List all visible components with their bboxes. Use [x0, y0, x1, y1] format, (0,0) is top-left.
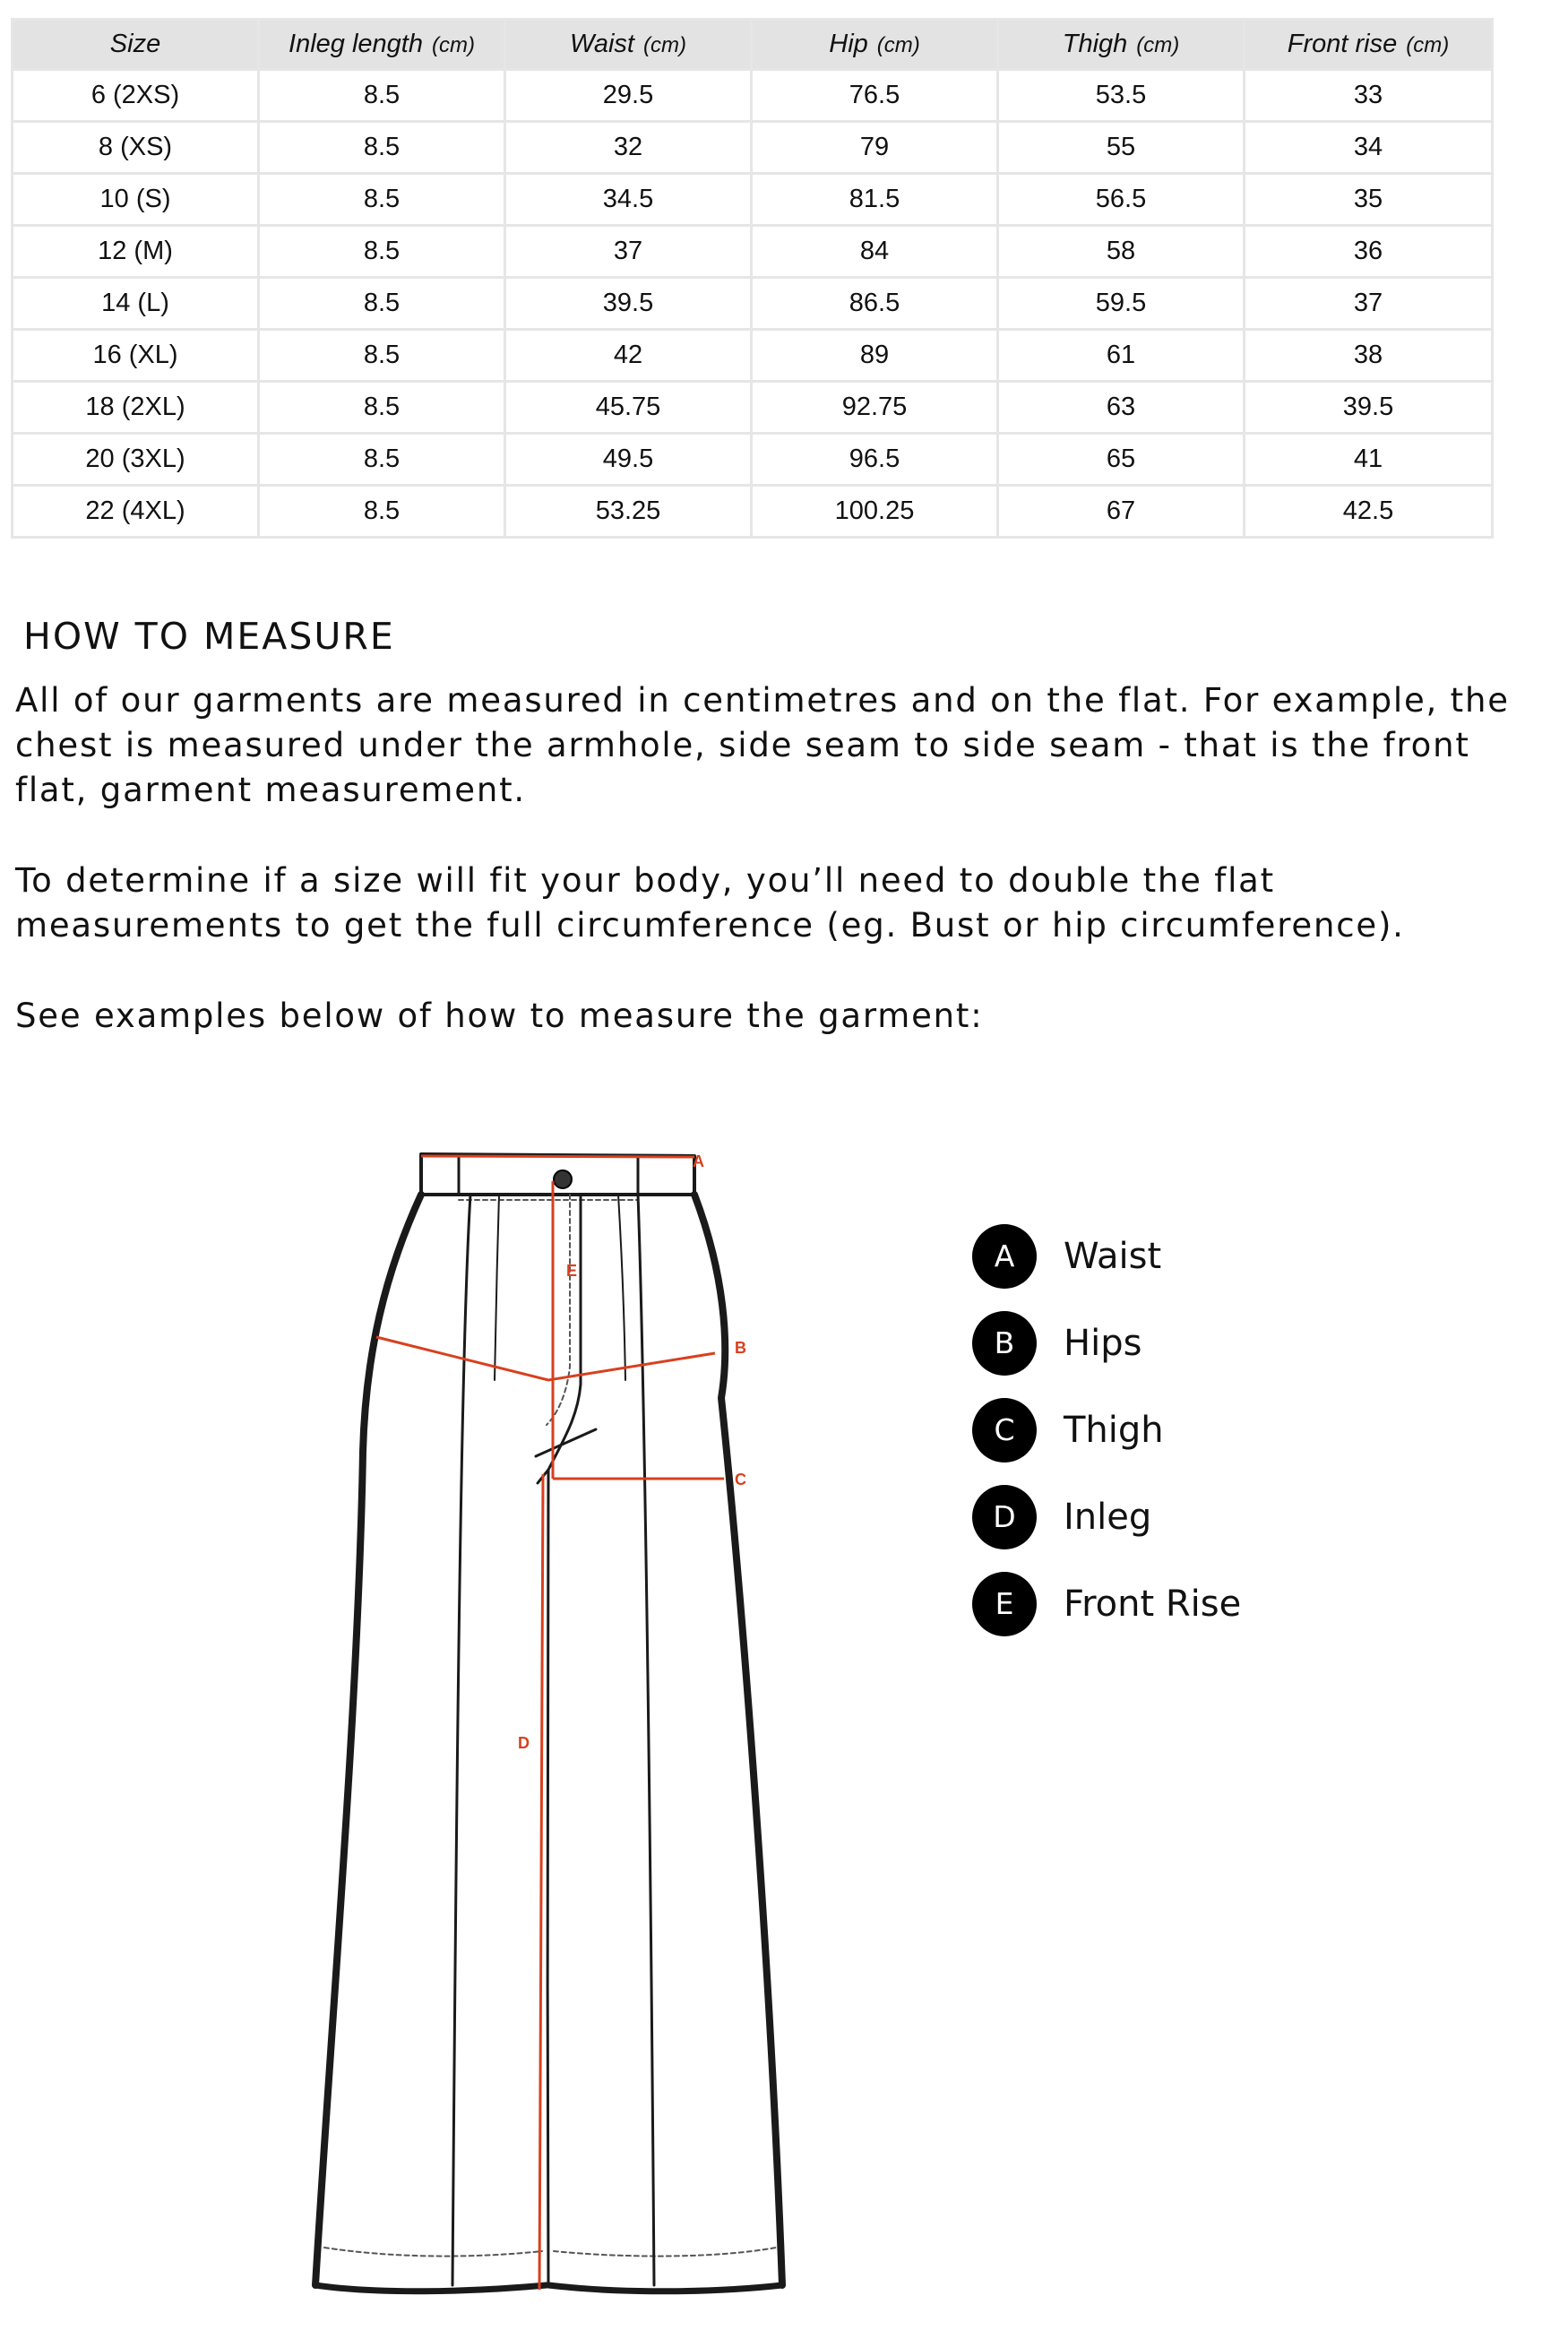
- table-cell: 14 (L): [13, 278, 259, 330]
- pants-measurement-diagram: [296, 1138, 833, 2330]
- pants-outline: [315, 1154, 782, 2291]
- table-cell: 96.5: [752, 434, 998, 486]
- table-cell: 53.5: [998, 70, 1245, 122]
- table-cell: 92.75: [752, 382, 998, 434]
- measure-paragraph-circumference: To determine if a size will fit your body, you’ll need to double the flat measurements to get the full circumference (eg. Bust or hip circumference).: [15, 861, 1405, 945]
- table-row: [13, 382, 1493, 434]
- table-row: [13, 330, 1493, 382]
- table-cell: 36: [1245, 226, 1493, 278]
- table-cell: 8.5: [259, 174, 505, 226]
- table-cell: 86.5: [752, 278, 998, 330]
- table-cell: 41: [1245, 434, 1493, 486]
- marker-a: A: [693, 1152, 704, 1170]
- how-to-measure-heading: HOW TO MEASURE: [23, 615, 395, 658]
- table-cell: 81.5: [752, 174, 998, 226]
- table-cell: 35: [1245, 174, 1493, 226]
- table-cell: 42.5: [1245, 486, 1493, 538]
- legend-label: Front Rise: [1064, 1584, 1242, 1625]
- table-cell: 8.5: [259, 278, 505, 330]
- legend-badge-a: A: [972, 1224, 1037, 1289]
- table-cell: 67: [998, 486, 1245, 538]
- table-cell: 39.5: [505, 278, 752, 330]
- legend-item-waist: [972, 1224, 1331, 1289]
- table-cell: 8.5: [259, 330, 505, 382]
- table-cell: 34.5: [505, 174, 752, 226]
- column-header-hip: Hip (cm): [752, 20, 998, 70]
- table-cell: 20 (3XL): [13, 434, 259, 486]
- marker-b: B: [735, 1339, 746, 1357]
- column-header-thigh: Thigh (cm): [998, 20, 1245, 70]
- table-cell: 100.25: [752, 486, 998, 538]
- table-row: [13, 174, 1493, 226]
- measure-paragraph-flat: All of our garments are measured in centimetres and on the flat. For example, the chest is measured under the armhole, side seam to side seam - that is the front flat, garment measurement.: [15, 681, 1510, 809]
- legend-item-front-rise: [972, 1572, 1331, 1636]
- table-cell: 22 (4XL): [13, 486, 259, 538]
- table-cell: 55: [998, 122, 1245, 174]
- table-cell: 59.5: [998, 278, 1245, 330]
- table-row: [13, 434, 1493, 486]
- table-cell: 8.5: [259, 70, 505, 122]
- table-cell: 37: [1245, 278, 1493, 330]
- table-cell: 32: [505, 122, 752, 174]
- legend-label: Inleg: [1064, 1497, 1152, 1538]
- legend-item-inleg: [972, 1485, 1331, 1549]
- legend-label: Thigh: [1064, 1410, 1164, 1451]
- table-cell: 37: [505, 226, 752, 278]
- column-header-waist: Waist (cm): [505, 20, 752, 70]
- legend-badge-c: C: [972, 1398, 1037, 1463]
- table-cell: 79: [752, 122, 998, 174]
- table-cell: 16 (XL): [13, 330, 259, 382]
- marker-d: D: [518, 1734, 530, 1752]
- table-cell: 76.5: [752, 70, 998, 122]
- table-cell: 6 (2XS): [13, 70, 259, 122]
- table-cell: 53.25: [505, 486, 752, 538]
- table-cell: 58: [998, 226, 1245, 278]
- column-header-inleg: Inleg length (cm): [259, 20, 505, 70]
- table-row: [13, 278, 1493, 330]
- table-cell: 8.5: [259, 382, 505, 434]
- table-cell: 33: [1245, 70, 1493, 122]
- table-row: [13, 226, 1493, 278]
- table-cell: 8.5: [259, 226, 505, 278]
- legend-item-hips: [972, 1311, 1331, 1376]
- table-header-row: [13, 20, 1493, 70]
- legend-badge-d: D: [972, 1485, 1037, 1549]
- table-cell: 8.5: [259, 122, 505, 174]
- legend-badge-e: E: [972, 1572, 1037, 1636]
- table-cell: 8.5: [259, 434, 505, 486]
- table-cell: 49.5: [505, 434, 752, 486]
- measurement-lines: [376, 1156, 724, 2290]
- table-cell: 8 (XS): [13, 122, 259, 174]
- table-cell: 29.5: [505, 70, 752, 122]
- table-cell: 65: [998, 434, 1245, 486]
- table-cell: 8.5: [259, 486, 505, 538]
- table-cell: 18 (2XL): [13, 382, 259, 434]
- legend-label: Waist: [1064, 1236, 1162, 1277]
- table-row: [13, 70, 1493, 122]
- measure-paragraph-examples: See examples below of how to measure the garment:: [15, 997, 984, 1035]
- table-row: [13, 122, 1493, 174]
- legend-label: Hips: [1064, 1323, 1142, 1364]
- table-cell: 63: [998, 382, 1245, 434]
- legend-badge-b: B: [972, 1311, 1037, 1376]
- legend-item-thigh: [972, 1398, 1331, 1463]
- table-cell: 39.5: [1245, 382, 1493, 434]
- table-cell: 56.5: [998, 174, 1245, 226]
- marker-e: E: [566, 1262, 578, 1280]
- column-header-front-rise: Front rise (cm): [1245, 20, 1493, 70]
- table-cell: 61: [998, 330, 1245, 382]
- table-cell: 84: [752, 226, 998, 278]
- table-cell: 42: [505, 330, 752, 382]
- column-header-size: Size: [13, 20, 259, 70]
- table-row: [13, 486, 1493, 538]
- table-cell: 10 (S): [13, 174, 259, 226]
- table-cell: 38: [1245, 330, 1493, 382]
- marker-c: C: [735, 1471, 746, 1489]
- table-cell: 34: [1245, 122, 1493, 174]
- table-cell: 12 (M): [13, 226, 259, 278]
- table-cell: 89: [752, 330, 998, 382]
- size-chart-table: [11, 18, 1494, 539]
- button-icon: [554, 1170, 572, 1188]
- table-cell: 45.75: [505, 382, 752, 434]
